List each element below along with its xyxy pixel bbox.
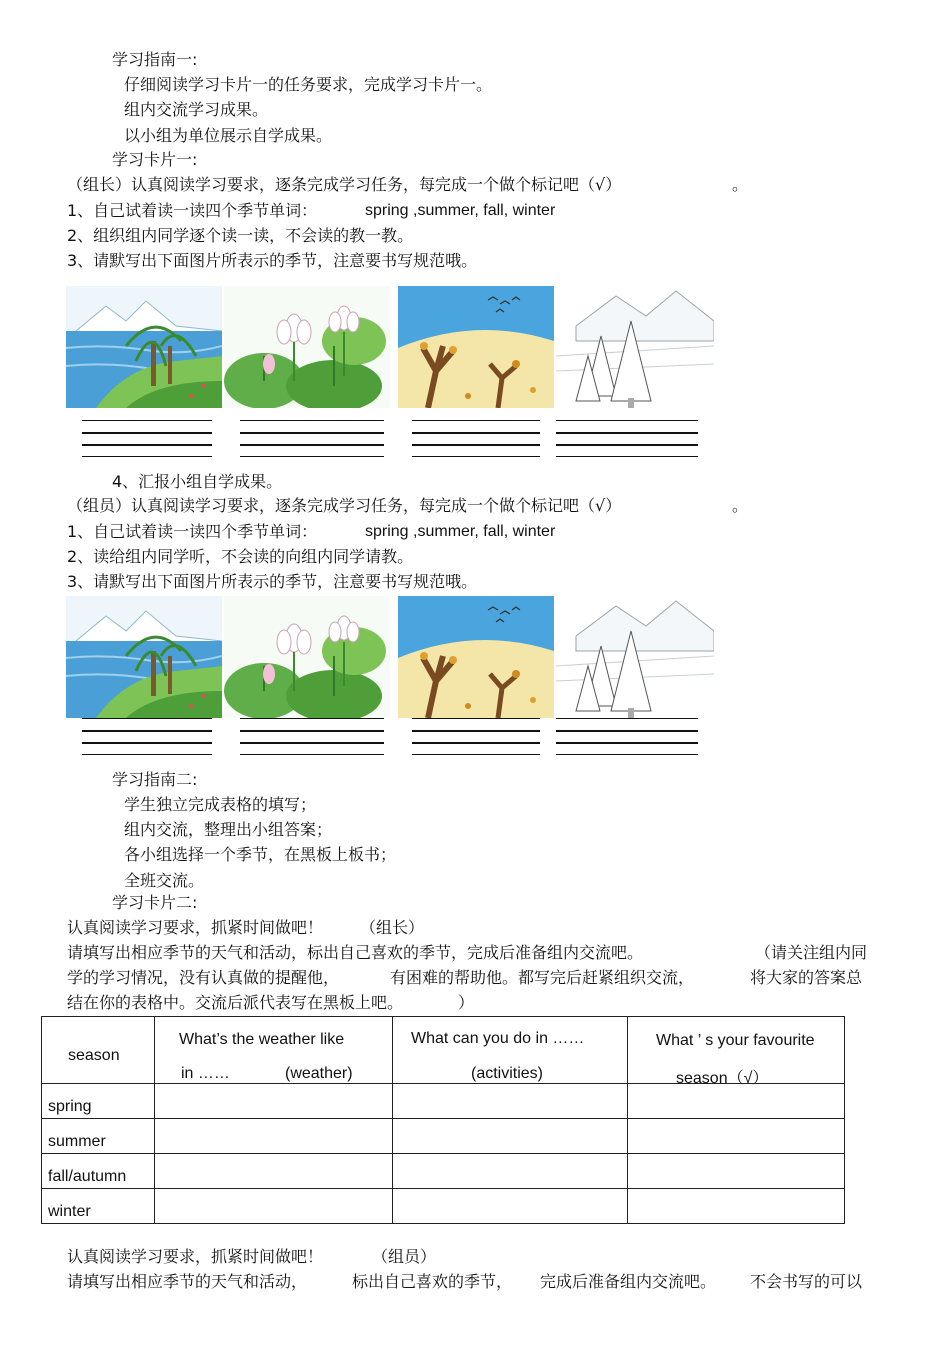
card2-leader-line: 认真阅读学习要求，抓紧时间做吧！ [67,918,324,937]
winter-picture [556,286,714,408]
writing-line[interactable] [412,420,540,421]
writing-line[interactable] [412,730,540,732]
writing-line[interactable] [412,742,540,744]
writing-line[interactable] [240,754,384,755]
writing-line[interactable] [556,730,698,732]
guide2-item: 全班交流。 [124,871,205,890]
card2-member-p1-end: 不会书写的可以 [750,1272,863,1291]
header-favourite: What ’ s your favourite season（√） [628,1017,845,1084]
card2-leader-p1: 请填写出相应季节的天气和活动，标出自己喜欢的季节，完成后准备组内交流吧。 [67,943,644,962]
writing-line[interactable] [556,456,698,457]
member-task2: 2、读给组内同学听，不会读的向组内同学请教。 [67,547,414,566]
leader-task3: 3、请默写出下面图片所表示的季节，注意要书写规范哦。 [67,251,478,270]
spring-picture [66,286,222,408]
writing-line[interactable] [82,444,212,446]
card2-member-tag: （组员） [372,1247,437,1266]
card2-member-p1: 请填写出相应季节的天气和活动， [67,1272,308,1291]
card2-member-p1-mid: 标出自己喜欢的季节， [352,1272,513,1291]
card2-member-p1-mid2: 完成后准备组内交流吧。 [540,1272,717,1291]
header-weather: What’s the weather like in …… (weather) [155,1017,393,1084]
leader-intro-end: 。 [732,175,749,194]
table-row [42,1119,845,1154]
writing-line[interactable] [240,444,384,446]
writing-line[interactable] [82,456,212,457]
table-row [42,1084,845,1119]
writing-line[interactable] [82,432,212,434]
guide2-title: 学习指南二: [112,770,198,789]
spring-picture [66,596,222,718]
guide1-item: 仔细阅读学习卡片一的任务要求，完成学习卡片一。 [124,75,493,94]
member-intro: （组员）认真阅读学习要求，逐条完成学习任务，每完成一个做个标记吧（√） [67,496,622,515]
card2-leader-p2: 学的学习情况，没有认真做的提醒他， [67,968,340,987]
writing-line[interactable] [556,420,698,421]
card1-title: 学习卡片一: [112,150,198,169]
season-cell: spring [42,1084,155,1119]
favourite-cell[interactable] [628,1119,845,1154]
activities-cell[interactable] [393,1189,628,1224]
leader-task2: 2、组织组内同学逐个读一读，不会读的教一教。 [67,226,414,245]
writing-line[interactable] [240,456,384,457]
winter-picture [556,596,714,718]
leader-task1: 1、自己试着读一读四个季节单词： [67,201,318,220]
season-cell: summer [42,1119,155,1154]
weather-cell[interactable] [155,1154,393,1189]
member-task3: 3、请默写出下面图片所表示的季节，注意要书写规范哦。 [67,572,478,591]
writing-line[interactable] [556,718,698,719]
writing-line[interactable] [412,754,540,755]
leader-task4: 4、汇报小组自学成果。 [112,472,283,491]
writing-line[interactable] [82,742,212,744]
weather-cell[interactable] [155,1084,393,1119]
writing-line[interactable] [412,456,540,457]
card2-leader-p2-end: 将大家的答案总 [750,968,863,987]
card2-leader-p2-mid: 有困难的帮助他。都写完后赶紧组织交流， [390,968,695,987]
header-activities: What can you do in …… (activities) [393,1017,628,1084]
card2-title: 学习卡片二: [112,893,198,912]
weather-cell[interactable] [155,1189,393,1224]
card2-leader-tag: （组长） [360,918,425,937]
leader-task1-words: spring ,summer, fall, winter [365,202,556,219]
card2-member-line: 认真阅读学习要求，抓紧时间做吧！ [67,1247,324,1266]
season-cell: winter [42,1189,155,1224]
guide2-item: 组内交流，整理出小组答案； [124,820,333,839]
guide2-item: 学生独立完成表格的填写； [124,795,317,814]
summer-picture [224,596,390,718]
writing-line[interactable] [556,432,698,434]
table-row [42,1154,845,1189]
guide1-title: 学习指南一: [112,50,198,69]
season-table [41,1016,845,1224]
leader-intro: （组长）认真阅读学习要求，逐条完成学习任务，每完成一个做个标记吧（√） [67,175,622,194]
favourite-cell[interactable] [628,1189,845,1224]
writing-line[interactable] [240,420,384,421]
writing-line[interactable] [556,754,698,755]
favourite-cell[interactable] [628,1084,845,1119]
writing-line[interactable] [82,754,212,755]
writing-line[interactable] [412,444,540,446]
writing-line[interactable] [240,730,384,732]
summer-picture [224,286,390,408]
member-task1: 1、自己试着读一读四个季节单词： [67,522,318,541]
autumn-picture [398,286,554,408]
season-cell: fall/autumn [42,1154,155,1189]
season-pictures-row [66,286,714,408]
writing-line[interactable] [556,444,698,446]
activities-cell[interactable] [393,1084,628,1119]
card2-leader-p3: 结在你的表格中。交流后派代表写在黑板上吧。 [67,993,404,1012]
season-pictures-row [66,596,714,718]
member-task1-words: spring ,summer, fall, winter [365,523,556,540]
writing-line[interactable] [240,718,384,719]
table-row [42,1189,845,1224]
card2-leader-p3-end: ） [458,993,475,1012]
writing-line[interactable] [82,420,212,421]
autumn-picture [398,596,554,718]
writing-line[interactable] [412,718,540,719]
guide1-item: 组内交流学习成果。 [124,100,269,119]
activities-cell[interactable] [393,1154,628,1189]
favourite-cell[interactable] [628,1154,845,1189]
guide2-item: 各小组选择一个季节，在黑板上板书； [124,845,397,864]
activities-cell[interactable] [393,1119,628,1154]
writing-line[interactable] [556,742,698,744]
writing-line[interactable] [82,730,212,732]
card2-leader-p1-end: （请关注组内同 [755,943,868,962]
guide1-item: 以小组为单位展示自学成果。 [124,126,333,145]
weather-cell[interactable] [155,1119,393,1154]
writing-line[interactable] [412,432,540,434]
writing-line[interactable] [240,432,384,434]
writing-line[interactable] [240,742,384,744]
writing-line[interactable] [82,718,212,719]
header-season: season [42,1017,155,1084]
member-intro-end: 。 [732,496,749,515]
